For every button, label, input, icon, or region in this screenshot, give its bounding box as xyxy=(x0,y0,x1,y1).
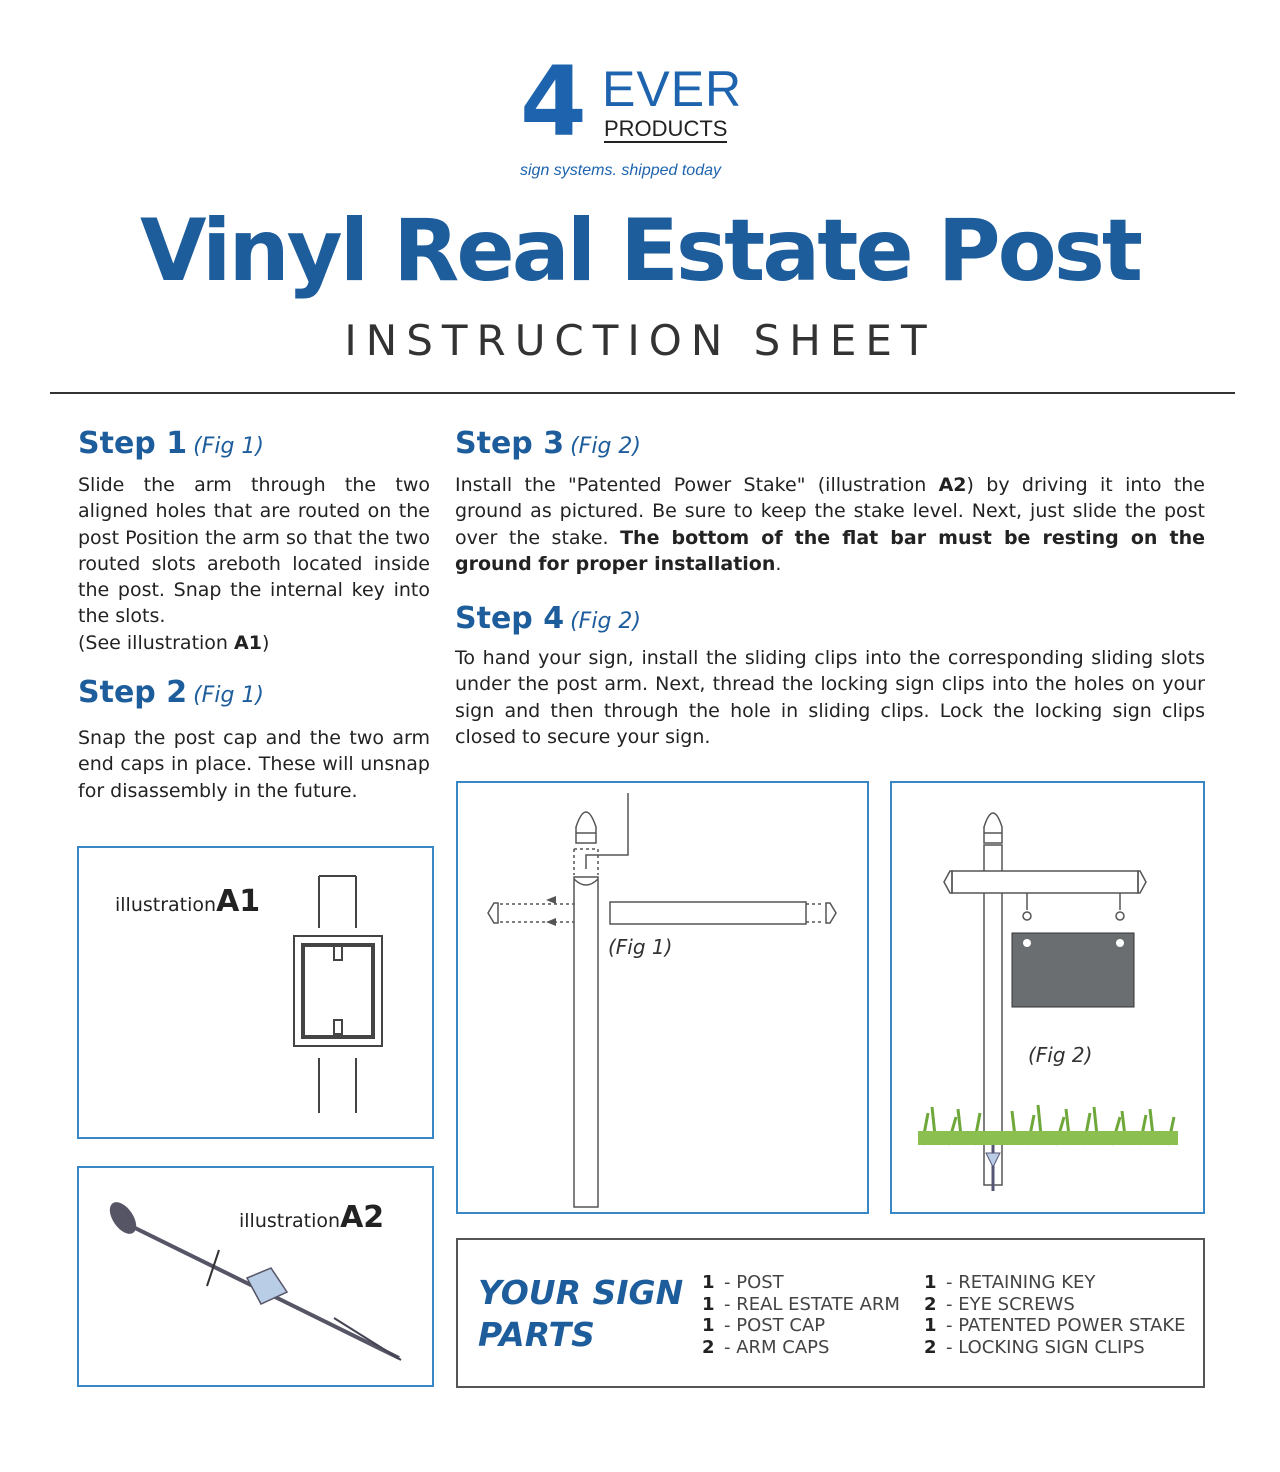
fig-1-caption: (Fig 1) xyxy=(608,935,673,959)
part-qty: 1 xyxy=(924,1315,937,1336)
step-2-fig: (Fig 1) xyxy=(193,683,264,708)
step-3-body-b: ) by driving it into the ground as pictured. Be sure to keep the stake level. Next, just slide the post over the stake. xyxy=(455,474,1205,549)
fig-1-box xyxy=(456,781,869,1214)
sign-parts-box xyxy=(456,1238,1205,1388)
part-item xyxy=(702,1337,900,1359)
a2-code: A2 xyxy=(340,1200,385,1235)
step-3-ref: A2 xyxy=(938,474,967,496)
parts-list-2 xyxy=(924,1272,1186,1358)
logo-mark: 4 xyxy=(520,46,583,158)
part-item xyxy=(924,1337,1186,1359)
step-3-end: . xyxy=(775,552,782,575)
part-name: - ARM CAPS xyxy=(724,1336,830,1358)
part-item xyxy=(924,1272,1186,1294)
parts-title xyxy=(478,1272,683,1356)
fig-1-drawing xyxy=(458,783,867,1212)
part-item xyxy=(702,1294,900,1316)
part-name: - POST xyxy=(724,1272,784,1293)
a1-word: illustration xyxy=(115,894,217,916)
parts-list-1 xyxy=(702,1272,900,1358)
step-3-text xyxy=(455,472,1205,577)
part-name: - EYE SCREWS xyxy=(946,1293,1075,1315)
part-qty: 1 xyxy=(702,1293,715,1315)
step-4-body: To hand your sign, install the sliding clips into the corresponding sliding slots under the post arm. Next, thread the locking sign clips into the holes on your sign and then through the hole in sliding clips. Lock the locking sign clips closed to secure your sign. xyxy=(455,647,1205,748)
illustration-a1-label xyxy=(115,884,260,919)
step-2-heading xyxy=(78,675,264,711)
a2-word: illustration xyxy=(239,1210,341,1232)
step-1-note-prefix: (See illustration xyxy=(78,632,235,654)
step-4-text xyxy=(455,645,1205,750)
part-qty: 2 xyxy=(924,1336,937,1358)
logo-name: EVER xyxy=(602,61,743,117)
part-item xyxy=(924,1294,1186,1316)
page-title: Vinyl Real Estate Post xyxy=(139,201,1141,301)
step-4-label: Step 4 xyxy=(455,601,565,636)
brand-logo xyxy=(518,46,768,182)
step-3-heading xyxy=(455,426,641,462)
step-3-body-a: Install the "Patented Power Stake" (illustration xyxy=(455,474,939,496)
fig-2-drawing xyxy=(892,783,1203,1212)
part-name: - PATENTED POWER STAKE xyxy=(946,1315,1186,1336)
step-1-note xyxy=(78,630,430,656)
header-divider xyxy=(50,392,1235,394)
fig-2-box xyxy=(890,781,1205,1214)
step-4-fig: (Fig 2) xyxy=(570,609,641,634)
page-subtitle: INSTRUCTION SHEET xyxy=(344,316,936,365)
step-3-fig: (Fig 2) xyxy=(570,434,641,459)
part-name: - RETAINING KEY xyxy=(946,1272,1096,1293)
part-qty: 2 xyxy=(702,1336,715,1358)
step-1-note-suffix: ) xyxy=(261,632,270,654)
step-1-text xyxy=(78,472,430,630)
part-qty: 1 xyxy=(924,1272,937,1293)
part-item xyxy=(924,1315,1186,1337)
step-1-fig: (Fig 1) xyxy=(193,434,264,459)
step-1-heading xyxy=(78,426,264,462)
step-3-label: Step 3 xyxy=(455,426,565,461)
parts-title-line1: YOUR SIGN xyxy=(478,1273,684,1312)
illustration-a2-label xyxy=(239,1200,384,1235)
logo-tagline: sign systems. shipped today xyxy=(520,162,721,179)
fig-2-caption: (Fig 2) xyxy=(1028,1043,1093,1067)
logo-sub: PRODUCTS xyxy=(604,116,728,141)
part-qty: 1 xyxy=(702,1272,715,1293)
a1-code: A1 xyxy=(216,884,261,919)
part-item xyxy=(702,1315,900,1337)
part-name: - REAL ESTATE ARM xyxy=(724,1293,900,1315)
part-qty: 1 xyxy=(702,1315,715,1336)
part-qty: 2 xyxy=(924,1293,937,1315)
step-4-heading xyxy=(455,601,641,637)
step-2-body: Snap the post cap and the two arm end caps in place. These will unsnap for disassembly in the future. xyxy=(78,727,430,802)
part-name: - POST CAP xyxy=(724,1315,826,1336)
step-1-note-ref: A1 xyxy=(234,632,262,654)
illustration-a2-box xyxy=(77,1166,434,1387)
step-2-text xyxy=(78,725,430,804)
step-1-label: Step 1 xyxy=(78,426,188,461)
step-2-label: Step 2 xyxy=(78,675,188,710)
parts-title-line2: PARTS xyxy=(478,1315,595,1354)
part-name: - LOCKING SIGN CLIPS xyxy=(946,1336,1145,1358)
part-item xyxy=(702,1272,900,1294)
illustration-a1-box xyxy=(77,846,434,1139)
step-1-body: Slide the arm through the two aligned holes that are routed on the post Position the arm so that the two routed slots areboth located inside the post. Snap the internal key into the slots. xyxy=(78,474,431,628)
step-3-warning: The bottom of the flat bar must be resting on the ground for proper installation xyxy=(455,526,1205,575)
